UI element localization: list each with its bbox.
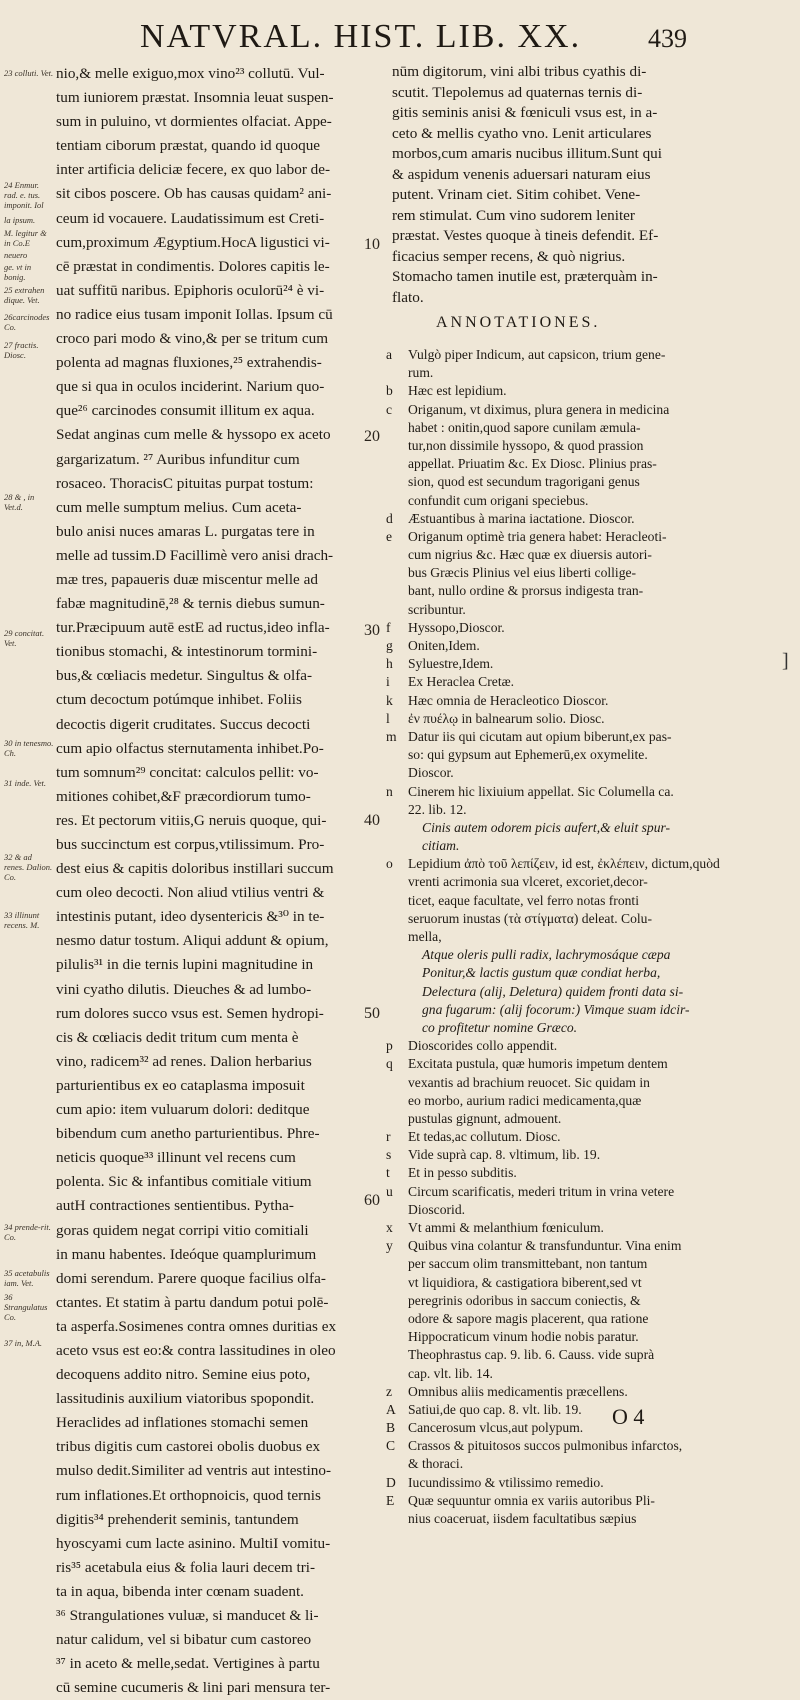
annotation-letter: q (386, 1056, 393, 1072)
text-line: bulo anisi nuces amaras L. purgatas tere in (56, 522, 315, 540)
annotation-letter: l (386, 710, 390, 726)
text-line: mulso dedit.Similiter ad ventris aut intestino- (56, 1462, 332, 1480)
annotation-line: Crassos & pituitosos succos pulmonibus infarctos, (408, 1438, 683, 1454)
annotation-line: Origanum optimè tria genera habet: Heracleoti- (408, 528, 667, 544)
annotation-letter: r (386, 1129, 391, 1145)
annotation-line: Excitata pustula, quæ humoris impetum dentem (408, 1056, 668, 1072)
annotation-entry (386, 728, 782, 783)
margin-note: 36 Strangulatus Co. (4, 1292, 48, 1322)
text-line: putent. Vrinam ciet. Sitim cohibet. Vene- (392, 186, 641, 203)
text-line: fabæ magnitudinē,²⁸ & ternis diebus sumun- (56, 595, 325, 613)
annotation-letter: u (386, 1183, 393, 1199)
annotation-line: Hippocraticum vinum hodie nobis paratur. (408, 1329, 639, 1345)
margin-note: la ipsum. (4, 215, 36, 225)
annotation-entry (386, 346, 782, 382)
annotation-line: pustulas gignunt, admouent. (408, 1110, 562, 1126)
annotation-line: so: qui gypsum aut Ephemerū,ex oxymelite. (408, 747, 648, 763)
line-number: 50 (364, 1005, 380, 1022)
annotation-letter: n (386, 783, 393, 799)
annotation-entry (386, 1037, 782, 1055)
annotation-line: Lepidium ἀπὸ τοῦ λεπίζειν, id est, ἐκλέπειν, dictum,quòd (408, 856, 720, 872)
text-line: res. Et pectorum vitiis,G neruis quoque, qui- (56, 811, 327, 829)
text-line: cis & cœliacis dedit tritum cum menta è (56, 1028, 299, 1046)
text-line: sum in puluino, vt dormientes olfaciat. Appe- (56, 113, 332, 131)
annotation-line: scribuntur. (408, 601, 466, 617)
text-line: cum apio: item vuluarum dolori: deditque (56, 1101, 310, 1119)
annotation-line: Oniten,Idem. (408, 638, 480, 653)
text-line: ficacius semper recens, & quò nigrius. (392, 247, 626, 265)
annotation-line: Iucundissimo & vtilissimo remedio. (408, 1474, 604, 1490)
text-line: tum iuniorem præstat. Insomnia leuat suspen- (56, 89, 334, 107)
text-line: melle ad tussim.D Facillimè vero anisi drach- (56, 546, 334, 564)
annotation-line: Hæc est lepidium. (408, 383, 507, 399)
annotation-line: bus Græcis Plinius vel eius liberti collige- (408, 565, 637, 581)
text-line: mæ tres, papaueris duæ miscentur melle ad (56, 570, 318, 588)
annotation-line: tur,non dissimile hyssopo, & quod prassion (408, 437, 644, 453)
text-line: ris³⁵ acetabula eius & folia lauri decem tri- (56, 1558, 316, 1576)
text-line: rum inflationes.Et orthopnoicis, quod ternis (56, 1486, 321, 1504)
page-number: 439 (648, 24, 687, 53)
annotation-entry (386, 1219, 782, 1237)
text-line: nio,& melle exiguo,mox vino²³ collutū. Vul- (56, 65, 325, 82)
annotation-letter: a (386, 347, 393, 362)
text-line: ctum decoctum potúmque inhibet. Foliis (56, 691, 302, 709)
text-line: tur.Præcipuum autē estE ad ructus,ideo infla- (56, 619, 330, 637)
annotation-entry (386, 1401, 782, 1419)
annotation-entry (386, 855, 782, 1037)
annotation-entry (386, 1164, 782, 1182)
annotation-line: ticet, eaque facultate, vel ferro notas fronti (408, 892, 639, 908)
annotation-quote-line: Delectura (alij, Deletura) quidem fronti data si- (422, 983, 684, 999)
annotation-line: bant, nullo ordine & prorsus indigesta tran- (408, 583, 644, 599)
text-line: Heraclides ad inflationes stomachi semen (56, 1414, 309, 1432)
text-line: bus succinctum est corpus,vtilissimum. Pro- (56, 836, 325, 853)
annotation-line: Datur iis qui cicutam aut opium biberunt,ex pas- (408, 728, 672, 744)
annotations-list (386, 346, 782, 1528)
margin-note: 31 inde. Vet. (4, 778, 47, 788)
annotation-entry (386, 510, 782, 528)
text-line: cū semine cucumeris & lini pari mensura ter- (56, 1679, 331, 1697)
annotation-line: habet : onitin,quod sapore cunilam æmula- (408, 419, 641, 435)
margin-note: 37 in, M.A. (4, 1338, 43, 1348)
annotation-line: eo morbo, aurium radici medicamenta,quæ (408, 1092, 642, 1108)
annotation-line: nius coaceruat, iisdem facultatibus sæpius (408, 1511, 637, 1526)
annotation-entry (386, 1128, 782, 1146)
annotation-entry (386, 1474, 782, 1492)
text-line: domi serendum. Parere quoque facilius olfa- (56, 1269, 326, 1287)
margin-note: 27 fractis. Diosc. (4, 340, 39, 360)
text-line: ³⁷ in aceto & melle,sedat. Vertigines à partu (56, 1655, 320, 1673)
text-line: lassitudinis auxilium viatoribus spopondit. (56, 1390, 315, 1408)
line-number: 60 (364, 1192, 380, 1209)
annotation-line: vrenti acrimonia sua vlceret, excoriet,decor- (408, 874, 648, 890)
text-line: in manu habentes. Ideóque quamplurimum (56, 1245, 317, 1263)
margin-note: 33 illinunt recens. M. (4, 910, 40, 930)
annotation-entry (386, 401, 782, 510)
text-line: flato. (392, 288, 424, 306)
annotation-line: Vt ammi & melanthium fœniculum. (408, 1220, 604, 1235)
text-line: ta asperfa.Sosimenes contra omnes duritias ex (56, 1317, 337, 1335)
text-line: que²⁶ carcinodes consumit illitum ex aqua. (56, 402, 315, 420)
text-line: rum dolores succo vsus est. Semen hydropi- (56, 1004, 324, 1022)
text-line: croco pari modo & vino,& per se tritum cum (56, 330, 329, 348)
text-line: cum melle sumptum melius. Cum aceta- (56, 498, 302, 516)
text-line: aceto vsus est eo:& contra lassitudines in oleo (56, 1341, 336, 1359)
text-line: intestinis putant, ideo dysentericis &³⁰ in te- (56, 908, 325, 926)
line-number: 20 (364, 428, 380, 445)
annotation-letter: p (386, 1038, 393, 1054)
margin-note: 29 concitat. Vet. (4, 628, 45, 648)
text-line: parturientibus ex eo cataplasma imposuit (56, 1076, 305, 1094)
text-line: morbos,cum amaris nucibus illitum.Sunt qui (392, 145, 662, 162)
text-line: ³⁶ Strangulationes vuluæ, si manducet & li- (56, 1607, 319, 1624)
text-line: cum,proximum Ægyptium.HocA ligustici vi- (56, 233, 330, 251)
annotation-entry (386, 692, 782, 710)
annotation-letter: c (386, 401, 393, 417)
text-line: decoctis digerit cruditates. Succus decocti (56, 715, 311, 733)
annotation-letter: b (386, 383, 393, 399)
annotation-quote-line: gna fugarum: (alij focorum:) Vimque suam idcir- (422, 1001, 690, 1017)
text-line: vini cyatho dilutis. Dieuches & ad lumbo- (56, 980, 312, 998)
margin-note: ge. vt in bonig. (4, 262, 32, 282)
annotation-entry (386, 1055, 782, 1128)
annotation-line: Theophrastus cap. 9. lib. 6. Causs. vide suprà (408, 1347, 655, 1363)
annotation-line: Dioscor. (408, 765, 454, 781)
running-head: NATVRAL. HIST. LIB. XX. (140, 18, 582, 55)
margin-note: neuero (4, 250, 28, 260)
annotation-line: Vulgò piper Indicum, aut capsicon, trium gene- (408, 347, 666, 362)
annotation-line: Omnibus aliis medicamentis præcellens. (408, 1383, 628, 1399)
margin-note: M. legitur & in Co.E (4, 228, 47, 248)
text-line: vino, radicem³² ad renes. Dalion herbarius (56, 1052, 312, 1070)
annotation-letter: o (386, 856, 393, 872)
annotation-line: 22. lib. 12. (408, 801, 467, 817)
annotation-line: Et in pesso subditis. (408, 1165, 517, 1181)
text-line: decoquens addito nitro. Semine eius poto, (56, 1366, 311, 1384)
annotation-line: vexantis ad brachium reuocet. Sic quidam in (408, 1074, 650, 1090)
annotation-entry (386, 1437, 782, 1473)
text-line: tum somnum²⁹ concitat: calculos pellit: vo- (56, 763, 319, 781)
annotation-letter: D (386, 1474, 396, 1490)
annotation-letter: E (386, 1492, 395, 1508)
margin-bracket-mark: ] (782, 650, 789, 672)
annotation-line: odore & sapore magis placerent, qua ratione (408, 1310, 649, 1326)
text-line: nesmo datur tostum. Aliqui addunt & opium, (56, 932, 329, 950)
text-line: hyoscyami cum lacte asinino. MultiI vomitu- (56, 1534, 331, 1552)
text-line: pilulis³¹ in die ternis lupini magnitudine in (56, 956, 314, 974)
margin-note: 23 colluti. Vet. (4, 68, 54, 78)
text-line: cum apio olfactus sternutamenta inhibet.Po- (56, 739, 324, 757)
text-line: tentiam ciborum præstat, quando id quoque (56, 137, 321, 155)
annotation-quote-line: co profitetur nomine Græco. (422, 1019, 578, 1035)
annotation-entry (386, 1383, 782, 1401)
text-line: ceum id vocauere. Laudatissimum est Creti- (56, 209, 325, 227)
signature-mark: O 4 (612, 1404, 645, 1429)
annotation-line: Hyssopo,Dioscor. (408, 619, 505, 635)
text-line: polenta. Sic & infantibus comitiale vitium (56, 1173, 312, 1191)
annotation-entry (386, 1419, 782, 1437)
annotation-letter: C (386, 1438, 396, 1454)
annotation-line: seruorum inustas (τὰ στίγματα) deleat. Colu- (408, 910, 652, 926)
annotation-line: Et tedas,ac collutum. Diosc. (408, 1129, 561, 1145)
annotation-line: Ex Heraclea Cretæ. (408, 674, 515, 690)
text-line: ta in aqua, bibenda inter cœnam suadent. (56, 1582, 304, 1600)
text-line: natur calidum, vel si bibatur cum castoreo (56, 1631, 312, 1649)
margin-note: 34 prende-rit. Co. (4, 1222, 51, 1242)
text-line: & aspidum venenis aduersari naturam eius (392, 165, 651, 183)
annotation-quote-line: Ponitur,& lactis gustum quæ condiat herba, (422, 965, 661, 981)
annotation-line: rum. (408, 365, 434, 381)
text-line: polenta ad magnas fluxiones,²⁵ extrahendis- (56, 354, 322, 372)
text-line: inter artificia deliciæ fecere, ex quo labor de- (56, 161, 331, 179)
annotation-line: cap. vlt. lib. 14. (408, 1365, 493, 1381)
text-line: scutit. Tlepolemus ad quaternas ternis di- (392, 83, 643, 101)
text-line: neticis quoque³³ illinunt vel recens cum (56, 1149, 296, 1167)
margin-note: 32 & ad renes. Dalion. Co. (4, 852, 53, 882)
annotations-heading: ANNOTATIONES. (436, 314, 601, 331)
text-line: autH contractiones sentientibus. Pytha- (56, 1197, 294, 1215)
annotation-letter: i (386, 674, 390, 690)
annotation-line: Vide suprà cap. 8. vltimum, lib. 19. (408, 1147, 601, 1163)
annotation-entry (386, 655, 782, 673)
annotation-entry (386, 637, 782, 655)
margin-note: 35 acetabulis iam. Vet. (4, 1268, 50, 1288)
annotation-letter: f (386, 619, 391, 635)
text-line: ceto & mellis cyatho vno. Lenit articulares (392, 124, 652, 142)
annotation-letter: y (386, 1238, 393, 1254)
text-line: nūm digitorum, vini albi tribus cyathis di- (392, 63, 647, 80)
text-line: præstat. Vestes quoque à tineis defendit. Ef- (392, 227, 659, 244)
margin-notes (0, 0, 54, 1440)
annotation-entry (386, 1146, 782, 1164)
annotation-entry (386, 710, 782, 728)
annotation-line: Origanum, vt diximus, plura genera in medicina (408, 401, 670, 417)
text-line: goras quidem negat corripi vitio comitiali (56, 1221, 309, 1239)
annotation-line: Æstuantibus à marina iactatione. Dioscor. (408, 510, 635, 526)
annotation-line: Cinerem hic lixiuium appellat. Sic Columella ca. (408, 783, 674, 799)
annotation-line: Syluestre,Idem. (408, 656, 494, 672)
annotation-quote-line: Atque oleris pulli radix, lachrymosáque cæpa (422, 947, 671, 963)
annotation-line: Quibus vina colantur & transfunduntur. Vina enim (408, 1238, 682, 1254)
annotation-line: Dioscorid. (408, 1201, 466, 1217)
annotation-line: sion, quod est secundum tragorigani genus (408, 474, 640, 490)
line-number: 40 (364, 812, 380, 829)
margin-note: 24 Enmur. rad. e. tus. imponit. Iol (4, 180, 44, 210)
line-number: 30 (364, 622, 380, 639)
right-column-text (392, 62, 770, 308)
text-line: que si qua in oculos inciderint. Narium quo- (56, 378, 325, 396)
annotation-entry (386, 1492, 782, 1528)
text-line: mitiones cohibet,&F præcordiorum tumo- (56, 787, 311, 805)
text-line: digitis³⁴ prehenderit seminis, tantundem (56, 1510, 299, 1528)
annotation-letter: e (386, 528, 393, 544)
annotation-line: & thoraci. (408, 1456, 464, 1472)
annotation-entry (386, 619, 782, 637)
annotation-letter: A (386, 1401, 396, 1417)
annotation-letter: h (386, 656, 393, 672)
text-line: uat suffitū naribus. Epiphoris oculorū²⁴ è vi- (56, 281, 325, 299)
text-line: Sedat anginas cum melle & hyssopo ex aceto (56, 426, 331, 444)
annotation-letter: x (386, 1220, 393, 1235)
text-line: gitis seminis anisi & fœniculi vsus est, in a- (392, 104, 658, 121)
annotation-letter: t (386, 1165, 390, 1181)
annotation-line: ἐν πυέλῳ in balnearum solio. Diosc. (408, 710, 605, 726)
margin-note: 30 in tenesmo. Ch. (4, 738, 54, 758)
annotation-entry (386, 673, 782, 691)
annotation-entry (386, 783, 782, 856)
annotation-entry (386, 382, 782, 400)
annotation-line: confundit cum origani speciebus. (408, 492, 589, 508)
annotation-line: Cancerosum vlcus,aut polypum. (408, 1420, 584, 1436)
annotation-line: vt liquidiora, & castigatiora biberent,sed vt (408, 1274, 642, 1290)
margin-note: 28 & , in Vet.d. (4, 492, 35, 512)
left-column-text (56, 62, 366, 1700)
annotation-entry (386, 528, 782, 619)
annotation-quote-line: citiam. (422, 838, 460, 854)
annotation-letter: B (386, 1420, 396, 1436)
annotation-letter: g (386, 638, 393, 653)
text-line: rosaceo. ThoracisC pituitas purpat tostum: (56, 474, 314, 492)
annotation-line: mella, (408, 929, 442, 944)
annotation-line: Quæ sequuntur omnia ex variis autoribus Pli- (408, 1492, 655, 1508)
text-line: Stomacho tamen inutile est, præterquàm in- (392, 268, 658, 285)
text-line: tionibus stomachi, & intestinorum tormini- (56, 643, 318, 661)
text-line: ctantes. Et statim à partu dandum potui polē- (56, 1293, 329, 1311)
annotation-line: Satiui,de quo cap. 8. vlt. lib. 19. (408, 1401, 582, 1417)
text-line: cē præstat in condimentis. Dolores capitis le- (56, 257, 330, 275)
line-number: 10 (364, 236, 380, 253)
annotation-line: Circum scarificatis, mederi tritum in vrina vetere (408, 1183, 675, 1199)
text-line: rem stimulat. Cum vino sudorem leniter (392, 206, 635, 224)
margin-note: 26carcinodes Co. (4, 312, 50, 332)
annotation-letter: k (386, 692, 393, 708)
annotation-quote-line: Cinis autem odorem picis aufert,& eluit spur- (422, 819, 671, 835)
annotation-line: Dioscorides collo appendit. (408, 1038, 558, 1054)
text-line: sit cibos poscere. Ob has causas quidam² ani- (56, 185, 332, 203)
annotation-letter: z (386, 1383, 393, 1399)
annotation-letter: m (386, 728, 397, 744)
text-line: bibendum cum anetho parturientibus. Phre- (56, 1125, 320, 1143)
margin-note: 25 extrahen dique. Vet. (4, 285, 45, 305)
annotation-line: appellat. Priuatim &c. Ex Diosc. Plinius pras- (408, 456, 657, 472)
text-line: gargarizatum. ²⁷ Auribus infunditur cum (56, 450, 300, 468)
text-line: no radice eius tusam imponit Iollas. Ipsum cū (56, 305, 333, 323)
annotation-entry (386, 1183, 782, 1219)
annotation-line: per saccum olim transmittebant, non tantum (408, 1256, 648, 1272)
annotation-line: cum nigrius &c. Hæc quæ ex diuersis autori- (408, 547, 652, 563)
text-line: tribus digitis cum castorei obolis duobus ex (56, 1438, 321, 1456)
text-line: cum oleo decocti. Non aliud vtilius ventri & (56, 884, 325, 902)
annotation-line: peregrinis odoribus in saccum coniectis, & (408, 1292, 641, 1308)
annotation-entry (386, 1237, 782, 1383)
text-line: bus,& cœliacis medetur. Singultus & olfa- (56, 667, 313, 685)
annotation-line: Hæc omnia de Heracleotico Dioscor. (408, 692, 609, 708)
annotation-letter: s (386, 1147, 392, 1163)
annotation-letter: d (386, 510, 393, 526)
text-line: dest eius & capitis doloribus instillari succum (56, 860, 334, 878)
